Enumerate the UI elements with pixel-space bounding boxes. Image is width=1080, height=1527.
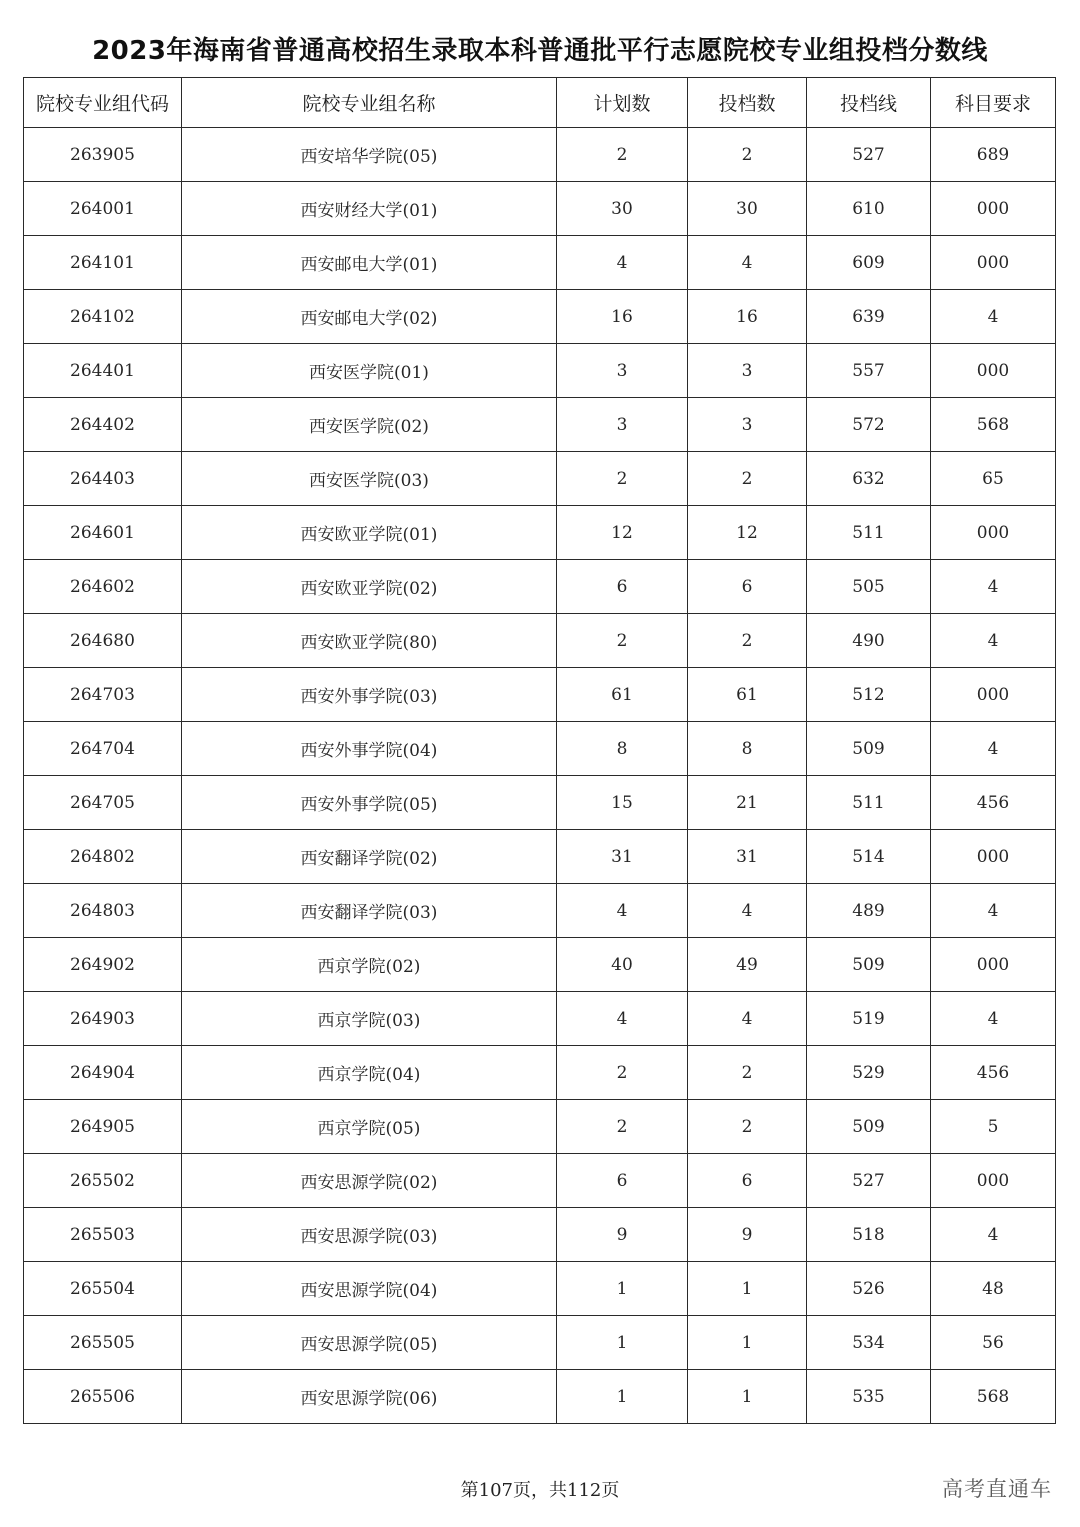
cell-cutoff-score: 639 [807,290,931,344]
cell-cutoff-score: 610 [807,182,931,236]
cell-plan-count: 1 [557,1262,688,1316]
table-row [24,722,1056,776]
cell-cutoff-score: 534 [807,1316,931,1370]
cell-filed-count: 9 [688,1208,807,1262]
header-group-code: 院校专业组代码 [24,78,182,128]
cell-filed-count: 31 [688,830,807,884]
cell-group-name: 西安欧亚学院(80) [182,614,557,668]
cell-filed-count: 6 [688,560,807,614]
cell-filed-count: 12 [688,506,807,560]
cell-plan-count: 3 [557,398,688,452]
cell-cutoff-score: 527 [807,1154,931,1208]
cell-group-code: 265506 [24,1370,182,1424]
cell-cutoff-score: 557 [807,344,931,398]
cell-filed-count: 2 [688,128,807,182]
cell-filed-count: 3 [688,398,807,452]
cell-subject-requirement: 568 [931,1370,1056,1424]
table-row [24,1316,1056,1370]
cell-group-name: 西安外事学院(05) [182,776,557,830]
cell-plan-count: 2 [557,1046,688,1100]
cell-cutoff-score: 512 [807,668,931,722]
table-row [24,1046,1056,1100]
table-row [24,452,1056,506]
cell-cutoff-score: 632 [807,452,931,506]
cell-plan-count: 2 [557,128,688,182]
cell-plan-count: 61 [557,668,688,722]
cell-plan-count: 40 [557,938,688,992]
cell-group-code: 264803 [24,884,182,938]
cell-group-code: 264601 [24,506,182,560]
table-row [24,182,1056,236]
cell-cutoff-score: 609 [807,236,931,290]
cell-subject-requirement: 000 [931,668,1056,722]
table-row [24,776,1056,830]
cell-plan-count: 9 [557,1208,688,1262]
cell-subject-requirement: 4 [931,884,1056,938]
cell-filed-count: 4 [688,236,807,290]
cell-subject-requirement: 456 [931,1046,1056,1100]
cell-filed-count: 1 [688,1262,807,1316]
table-row [24,992,1056,1046]
cell-group-code: 264905 [24,1100,182,1154]
cell-plan-count: 1 [557,1316,688,1370]
cell-plan-count: 4 [557,884,688,938]
cell-subject-requirement: 000 [931,182,1056,236]
cell-subject-requirement: 568 [931,398,1056,452]
table-row [24,614,1056,668]
cell-group-code: 264001 [24,182,182,236]
cell-filed-count: 8 [688,722,807,776]
cell-plan-count: 2 [557,1100,688,1154]
page-footer: 第107页，共112页 [460,1480,620,1501]
cell-plan-count: 1 [557,1370,688,1424]
cell-group-name: 西安医学院(01) [182,344,557,398]
cell-plan-count: 4 [557,236,688,290]
cell-group-code: 265505 [24,1316,182,1370]
cell-group-code: 264705 [24,776,182,830]
cell-plan-count: 16 [557,290,688,344]
cell-subject-requirement: 4 [931,992,1056,1046]
cell-filed-count: 30 [688,182,807,236]
cell-cutoff-score: 490 [807,614,931,668]
table-header [24,78,1056,128]
cell-group-code: 265502 [24,1154,182,1208]
cell-group-name: 西安邮电大学(02) [182,290,557,344]
table-row [24,668,1056,722]
cell-plan-count: 15 [557,776,688,830]
header-cutoff-score: 投档线 [807,78,931,128]
cell-subject-requirement: 4 [931,722,1056,776]
cell-plan-count: 3 [557,344,688,398]
cell-plan-count: 2 [557,452,688,506]
header-group-name: 院校专业组名称 [182,78,557,128]
header-row [24,78,1056,128]
cell-cutoff-score: 511 [807,506,931,560]
cell-group-name: 西安思源学院(02) [182,1154,557,1208]
cell-group-name: 西安思源学院(05) [182,1316,557,1370]
cell-cutoff-score: 509 [807,938,931,992]
cell-cutoff-score: 514 [807,830,931,884]
table-row [24,506,1056,560]
cell-subject-requirement: 4 [931,560,1056,614]
score-table [23,77,1056,1424]
table-row [24,398,1056,452]
cell-cutoff-score: 509 [807,722,931,776]
cell-subject-requirement: 4 [931,290,1056,344]
cell-group-name: 西安思源学院(06) [182,1370,557,1424]
cell-cutoff-score: 527 [807,128,931,182]
cell-group-code: 264680 [24,614,182,668]
cell-filed-count: 2 [688,1100,807,1154]
cell-plan-count: 8 [557,722,688,776]
table-body [24,128,1056,1424]
header-plan-count: 计划数 [557,78,688,128]
cell-filed-count: 16 [688,290,807,344]
cell-cutoff-score: 505 [807,560,931,614]
cell-group-code: 263905 [24,128,182,182]
cell-group-code: 264904 [24,1046,182,1100]
cell-group-name: 西安思源学院(03) [182,1208,557,1262]
cell-group-code: 264402 [24,398,182,452]
cell-group-code: 264403 [24,452,182,506]
cell-subject-requirement: 56 [931,1316,1056,1370]
cell-plan-count: 2 [557,614,688,668]
cell-subject-requirement: 000 [931,830,1056,884]
cell-group-code: 264802 [24,830,182,884]
cell-cutoff-score: 529 [807,1046,931,1100]
table-row [24,884,1056,938]
cell-filed-count: 3 [688,344,807,398]
cell-group-name: 西安邮电大学(01) [182,236,557,290]
table-row [24,1370,1056,1424]
table-row [24,290,1056,344]
cell-subject-requirement: 000 [931,938,1056,992]
cell-group-name: 西京学院(05) [182,1100,557,1154]
cell-group-code: 264102 [24,290,182,344]
cell-group-name: 西安医学院(02) [182,398,557,452]
cell-subject-requirement: 65 [931,452,1056,506]
table-row [24,1262,1056,1316]
table-row [24,128,1056,182]
cell-filed-count: 4 [688,884,807,938]
cell-group-name: 西安欧亚学院(02) [182,560,557,614]
cell-filed-count: 1 [688,1316,807,1370]
cell-subject-requirement: 456 [931,776,1056,830]
cell-group-name: 西安翻译学院(02) [182,830,557,884]
table-row [24,1100,1056,1154]
cell-cutoff-score: 489 [807,884,931,938]
cell-group-code: 264602 [24,560,182,614]
cell-group-code: 264902 [24,938,182,992]
cell-subject-requirement: 689 [931,128,1056,182]
table-row [24,560,1056,614]
cell-subject-requirement: 000 [931,506,1056,560]
cell-group-code: 264401 [24,344,182,398]
cell-plan-count: 12 [557,506,688,560]
table-row [24,938,1056,992]
cell-group-name: 西京学院(03) [182,992,557,1046]
watermark: 高考直通车 [942,1477,1052,1501]
cell-group-name: 西安欧亚学院(01) [182,506,557,560]
cell-group-code: 264703 [24,668,182,722]
table-row [24,236,1056,290]
page-title: 2023年海南省普通高校招生录取本科普通批平行志愿院校专业组投档分数线 [92,36,988,66]
cell-group-code: 264903 [24,992,182,1046]
cell-group-name: 西安外事学院(03) [182,668,557,722]
cell-group-code: 265504 [24,1262,182,1316]
cell-filed-count: 2 [688,1046,807,1100]
cell-filed-count: 2 [688,614,807,668]
cell-subject-requirement: 000 [931,236,1056,290]
cell-subject-requirement: 4 [931,1208,1056,1262]
header-filed-count: 投档数 [688,78,807,128]
cell-filed-count: 2 [688,452,807,506]
cell-group-name: 西京学院(04) [182,1046,557,1100]
table-row [24,344,1056,398]
cell-subject-requirement: 4 [931,614,1056,668]
cell-plan-count: 30 [557,182,688,236]
cell-cutoff-score: 509 [807,1100,931,1154]
header-subject-requirement: 科目要求 [931,78,1056,128]
cell-filed-count: 1 [688,1370,807,1424]
cell-group-code: 264704 [24,722,182,776]
cell-cutoff-score: 518 [807,1208,931,1262]
cell-plan-count: 6 [557,560,688,614]
cell-plan-count: 4 [557,992,688,1046]
cell-subject-requirement: 5 [931,1100,1056,1154]
cell-group-code: 265503 [24,1208,182,1262]
cell-subject-requirement: 000 [931,344,1056,398]
cell-group-name: 西安培华学院(05) [182,128,557,182]
cell-group-name: 西安翻译学院(03) [182,884,557,938]
cell-group-name: 西京学院(02) [182,938,557,992]
cell-group-name: 西安外事学院(04) [182,722,557,776]
cell-plan-count: 31 [557,830,688,884]
cell-filed-count: 61 [688,668,807,722]
cell-group-name: 西安医学院(03) [182,452,557,506]
cell-group-code: 264101 [24,236,182,290]
cell-group-name: 西安财经大学(01) [182,182,557,236]
cell-cutoff-score: 519 [807,992,931,1046]
cell-cutoff-score: 526 [807,1262,931,1316]
cell-filed-count: 4 [688,992,807,1046]
cell-filed-count: 49 [688,938,807,992]
cell-filed-count: 21 [688,776,807,830]
cell-subject-requirement: 48 [931,1262,1056,1316]
cell-subject-requirement: 000 [931,1154,1056,1208]
cell-cutoff-score: 535 [807,1370,931,1424]
cell-cutoff-score: 511 [807,776,931,830]
cell-plan-count: 6 [557,1154,688,1208]
table-row [24,830,1056,884]
table-row [24,1154,1056,1208]
cell-group-name: 西安思源学院(04) [182,1262,557,1316]
cell-cutoff-score: 572 [807,398,931,452]
table-row [24,1208,1056,1262]
cell-filed-count: 6 [688,1154,807,1208]
